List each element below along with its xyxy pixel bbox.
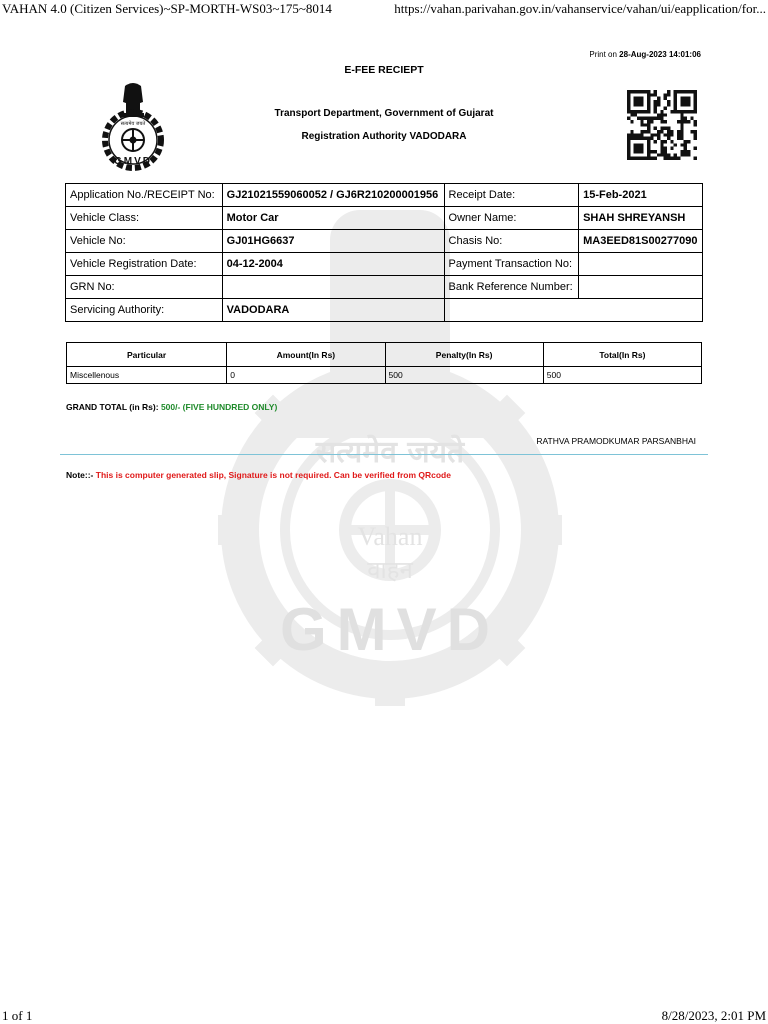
- print-footer-datetime: 8/28/2023, 2:01 PM: [661, 1008, 766, 1023]
- table-row: [66, 299, 703, 322]
- detail-value: GJ21021559060052 / GJ6R210200001956: [222, 184, 444, 207]
- detail-label: Servicing Authority:: [66, 299, 223, 322]
- detail-label: Vehicle Registration Date:: [66, 253, 223, 276]
- detail-label: Vehicle No:: [66, 230, 223, 253]
- detail-value: Motor Car: [222, 207, 444, 230]
- detail-label: Receipt Date:: [444, 184, 579, 207]
- divider: [60, 454, 708, 455]
- detail-value: [579, 276, 703, 299]
- detail-value: SHAH SHREYANSH: [579, 207, 703, 230]
- detail-value: 04-12-2004: [222, 253, 444, 276]
- detail-label: Owner Name:: [444, 207, 579, 230]
- detail-value: [579, 253, 703, 276]
- grand-total: [66, 402, 277, 412]
- detail-label: GRN No:: [66, 276, 223, 299]
- detail-label: Vehicle Class:: [66, 207, 223, 230]
- fee-penalty: 500: [385, 367, 543, 384]
- detail-label: Chasis No:: [444, 230, 579, 253]
- fee-particular: Miscellenous: [67, 367, 227, 384]
- fee-header-particular: Particular: [67, 343, 227, 367]
- logo-motto-text: सत्यमेव जयते: [120, 121, 146, 127]
- fee-header-penalty: Penalty(In Rs): [385, 343, 543, 367]
- receipt-details-table: [65, 183, 703, 322]
- detail-value: VADODARA: [222, 299, 444, 322]
- print-on-stamp: [589, 50, 701, 59]
- detail-label: [444, 299, 702, 322]
- table-row: [66, 230, 703, 253]
- watermark-vahan-hindi-text: वाहन: [367, 556, 413, 584]
- grand-total-label: GRAND TOTAL (in Rs):: [66, 402, 159, 412]
- receipt-title: E-FEE RECIEPT: [344, 64, 424, 76]
- officer-name: RATHVA PRAMODKUMAR PARSANBHAI: [536, 436, 696, 446]
- note-text: This is computer generated slip, Signature is not required. Can be verified from QRcode: [95, 470, 451, 480]
- table-row: [66, 276, 703, 299]
- fee-header-amount: Amount(In Rs): [227, 343, 385, 367]
- authority-name: Registration Authority VADODARA: [301, 131, 467, 142]
- print-header-title: VAHAN 4.0 (Citizen Services)~SP-MORTH-WS03~175~8014: [2, 1, 332, 16]
- detail-value: [222, 276, 444, 299]
- watermark-ring-text: GMVD: [280, 596, 500, 663]
- detail-value: MA3EED81S00277090: [579, 230, 703, 253]
- fee-amount: 0: [227, 367, 385, 384]
- watermark-vahan-text: Vahan: [357, 522, 423, 551]
- print-footer-page: 1 of 1: [2, 1008, 33, 1023]
- grand-total-value: 500/- (FIVE HUNDRED ONLY): [160, 402, 278, 412]
- detail-label: Payment Transaction No:: [444, 253, 579, 276]
- fee-table: [66, 342, 702, 384]
- watermark-hindi-text: सत्यमेव जयते: [315, 435, 465, 470]
- table-row: [66, 253, 703, 276]
- detail-label: Application No./RECEIPT No:: [66, 184, 223, 207]
- gmvd-emblem-logo: [95, 80, 171, 172]
- fee-header-total: Total(In Rs): [543, 343, 701, 367]
- detail-value: 15-Feb-2021: [579, 184, 703, 207]
- table-row: [66, 207, 703, 230]
- detail-label: Bank Reference Number:: [444, 276, 579, 299]
- table-row: [66, 184, 703, 207]
- fee-table-header: [67, 343, 702, 367]
- department-name: Transport Department, Government of Gujarat: [274, 108, 494, 119]
- qr-code-icon: [627, 89, 697, 161]
- print-header-url: https://vahan.parivahan.gov.in/vahanservice/vahan/ui/eapplication/for...: [394, 1, 766, 16]
- fee-total: 500: [543, 367, 701, 384]
- logo-ring-text: GMVD: [114, 156, 152, 167]
- table-row: [67, 367, 702, 384]
- note: [66, 470, 451, 480]
- detail-value: GJ01HG6637: [222, 230, 444, 253]
- print-on-value: 28-Aug-2023 14:01:06: [619, 50, 701, 59]
- note-label: Note::-: [66, 470, 94, 480]
- print-on-label: Print on: [589, 50, 617, 59]
